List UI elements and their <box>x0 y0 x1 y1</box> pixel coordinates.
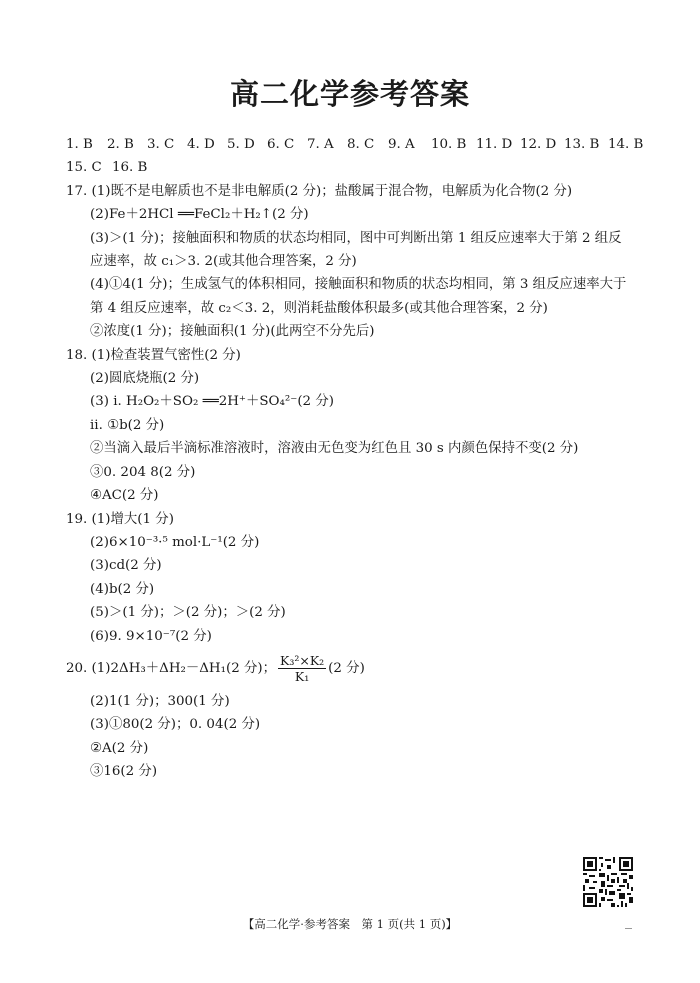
q17-part3: (3)＞(1 分)；接触面积和物质的状态均相同，图中可判断出第 1 组反应速率大于第 2 组反 <box>90 230 622 246</box>
q18-part3-ii-4: ④AC(2 分) <box>90 488 159 504</box>
q17-part2: (2)Fe＋2HCl ══FeCl₂＋H₂↑(2 分) <box>90 207 309 223</box>
mc-answer: 6. C <box>267 137 295 152</box>
page-footer: 【高二化学·参考答案 第 1 页(共 1 页)】 <box>242 917 458 931</box>
mc-answer: 4. D <box>187 137 215 152</box>
equilibrium-constant-fraction <box>278 653 326 684</box>
q20-part2: (2)1(1 分)；300(1 分) <box>90 693 230 709</box>
q17-part4-2: ②浓度(1 分)；接触面积(1 分)(此两空不分先后) <box>90 324 375 340</box>
mc-answer: 1. B <box>66 137 93 152</box>
mc-answer: 5. D <box>227 137 255 152</box>
q20-part1-expression: 20. (1)2ΔH₃＋ΔH₂－ΔH₁(2 分)； <box>66 661 276 677</box>
fraction-numerator: K₃²×K₂ <box>279 653 325 669</box>
q19-part1: 19. (1)增大(1 分) <box>66 511 174 527</box>
q19-part4: (4)b(2 分) <box>90 581 155 597</box>
q19-part3: (3)cd(2 分) <box>90 558 162 574</box>
mc-answer: 16. B <box>112 160 148 176</box>
mc-answer: 11. D <box>476 137 513 152</box>
q18-part3-i: (3) ⅰ. H₂O₂＋SO₂ ══2H⁺＋SO₄²⁻(2 分) <box>90 394 334 410</box>
fraction-denominator: K₁ <box>294 669 310 685</box>
q19-part5: (5)＞(1 分)；＞(2 分)；＞(2 分) <box>90 605 286 621</box>
mc-answer: 9. A <box>388 137 415 152</box>
page-title: 高二化学参考答案 <box>229 77 470 111</box>
q20-part3-2: ②A(2 分) <box>90 740 149 756</box>
q20-part1 <box>66 648 646 690</box>
q18-part1: 18. (1)检查装置气密性(2 分) <box>66 347 241 363</box>
mc-answer: 12. D <box>520 137 557 152</box>
q18-part2: (2)圆底烧瓶(2 分) <box>90 371 200 387</box>
mc-answer: 15. C <box>66 160 102 176</box>
footer-divider <box>625 928 632 929</box>
q20-part1-score: (2 分) <box>328 661 365 677</box>
mc-answer: 8. C <box>347 137 375 152</box>
mc-answer: 7. A <box>307 137 334 152</box>
q17-part4: (4)①4(1 分)；生成氢气的体积相同，接触面积和物质的状态均相同，第 3 组反应速率大于 <box>90 277 627 293</box>
q17-part1: 17. (1)既不是电解质也不是非电解质(2 分)；盐酸属于混合物，电解质为化合物(2 分) <box>66 183 573 199</box>
mc-answers-row-1 <box>66 133 646 156</box>
q17-part4-cont: 第 4 组反应速率，故 c₂＜3. 2，则消耗盐酸体积最多(或其他合理答案，2 分) <box>90 300 548 316</box>
q18-part3-ii-3: ③0. 204 8(2 分) <box>90 464 196 480</box>
q19-part2: (2)6×10⁻³·⁵ mol·L⁻¹(2 分) <box>90 534 260 550</box>
mc-answer: 3. C <box>147 137 175 152</box>
answer-content <box>66 133 646 784</box>
q20-part3-3: ③16(2 分) <box>90 764 158 780</box>
q19-part6: (6)9. 9×10⁻⁷(2 分) <box>90 628 212 644</box>
q20-part3-1: (3)①80(2 分)；0. 04(2 分) <box>90 717 261 733</box>
mc-answer: 10. B <box>431 137 467 152</box>
mc-answer: 14. B <box>608 137 644 152</box>
qr-code-icon <box>583 857 633 907</box>
mc-answers-row-2 <box>66 156 646 179</box>
q18-part3-ii-2: ②当滴入最后半滴标准溶液时，溶液由无色变为红色且 30 s 内颜色保持不变(2 分) <box>90 441 579 457</box>
mc-answer: 13. B <box>564 137 600 152</box>
q18-part3-ii-1: ⅱ. ①b(2 分) <box>90 417 165 433</box>
mc-answer: 2. B <box>107 137 134 152</box>
q17-part3-cont: 应速率，故 c₁＞3. 2(或其他合理答案，2 分) <box>90 254 357 270</box>
